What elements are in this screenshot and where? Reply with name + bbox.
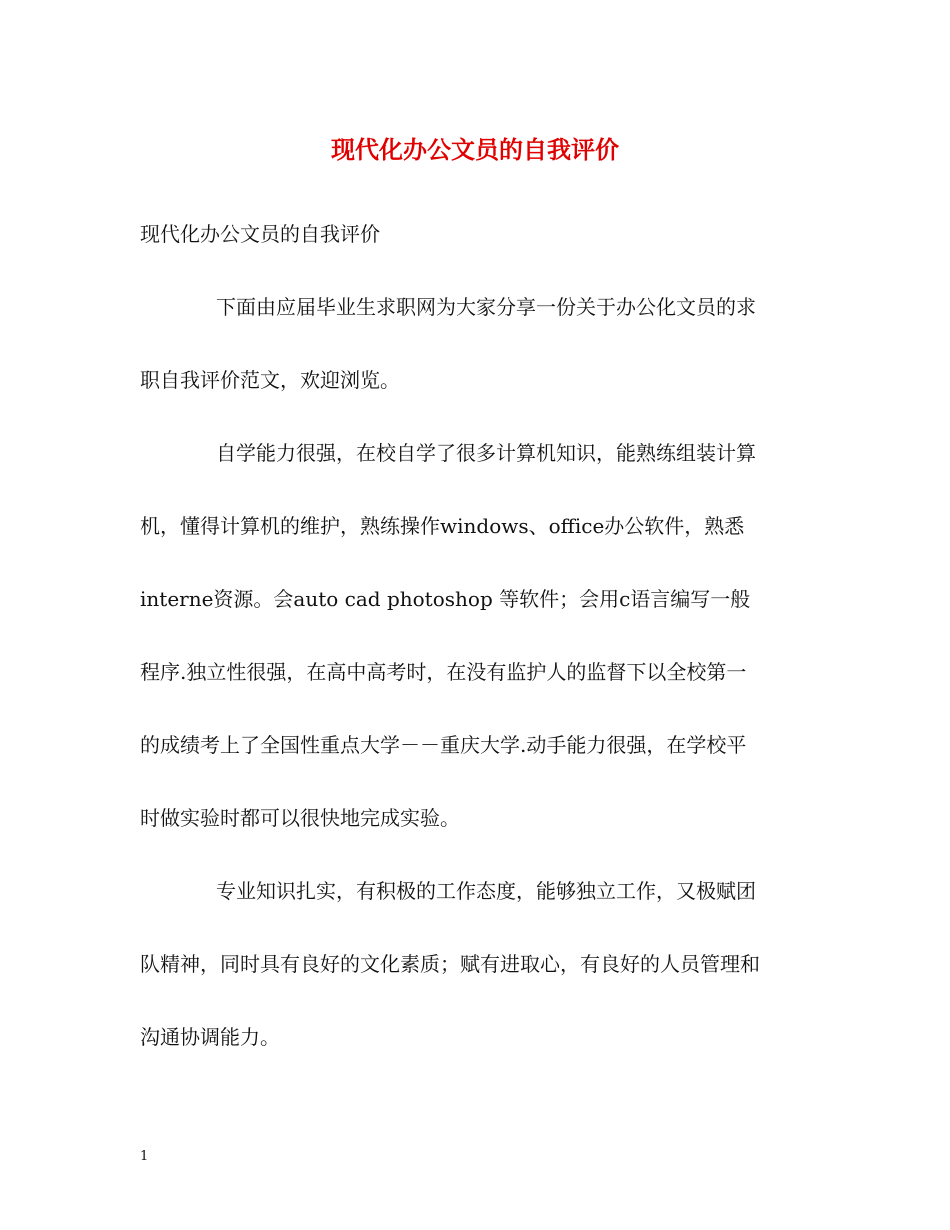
paragraph-3-line-2: 队精神，同时具有良好的文化素质；赋有进取心，有良好的人员管理和 [140,952,760,976]
paragraph-1-line-1: 下面由应届毕业生求职网为大家分享一份关于办公化文员的求 [216,295,756,319]
paragraph-2-line-3: interne资源。会auto cad photoshop 等软件；会用c语言编写一般 [140,587,751,611]
paragraph-3-line-1: 专业知识扎实，有积极的工作态度，能够独立工作，又极赋团 [216,879,756,903]
paragraph-2-line-6: 时做实验时都可以很快地完成实验。 [140,806,460,830]
paragraph-2-line-5: 的成绩考上了全国性重点大学－－重庆大学.动手能力很强，在学校平 [140,733,747,757]
paragraph-3-line-3: 沟通协调能力。 [140,1025,280,1049]
paragraph-2-line-4: 程序.独立性很强，在高中高考时，在没有监护人的监督下以全校第一 [140,660,747,684]
paragraph-2-line-2: 机，懂得计算机的维护，熟练操作windows、office办公软件，熟悉 [140,514,745,538]
paragraph-2-line-1: 自学能力很强，在校自学了很多计算机知识，能熟练组装计算 [216,441,756,465]
paragraph-1-line-2: 职自我评价范文，欢迎浏览。 [140,368,400,392]
document-title: 现代化办公文员的自我评价 [331,135,619,164]
document-body [140,198,812,1074]
subtitle-line: 现代化办公文员的自我评价 [140,222,380,246]
page-number: 1 [140,1149,149,1164]
